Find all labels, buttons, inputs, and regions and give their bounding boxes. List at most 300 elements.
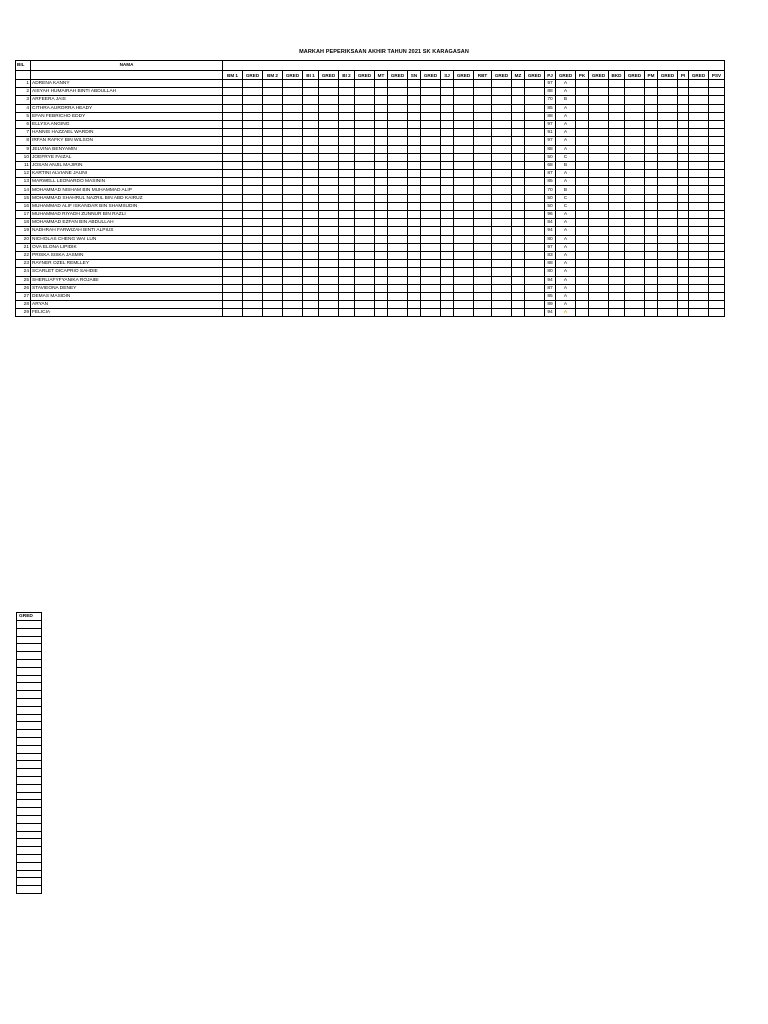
empty-mark-cell — [283, 137, 303, 145]
empty-mark-cell — [441, 276, 454, 284]
empty-mark-cell — [223, 243, 243, 251]
empty-mark-cell — [658, 202, 678, 210]
empty-mark-cell — [512, 120, 525, 128]
gred-cell — [17, 823, 42, 831]
pj-mark-cell: 70 — [545, 186, 556, 194]
empty-mark-cell — [263, 243, 283, 251]
empty-mark-cell — [339, 137, 355, 145]
empty-mark-cell — [678, 186, 689, 194]
table-row — [16, 96, 725, 104]
empty-mark-cell — [609, 219, 625, 227]
empty-mark-cell — [625, 170, 645, 178]
table-row — [16, 292, 725, 300]
empty-mark-cell — [709, 178, 725, 186]
empty-mark-cell — [441, 88, 454, 96]
empty-mark-cell — [645, 301, 658, 309]
gred-row — [17, 730, 42, 738]
nama-cell: MUHAMMAD RIYADH ZUNNUR BIN RAZLI — [31, 211, 223, 219]
gred-cell — [17, 659, 42, 667]
empty-mark-cell — [421, 276, 441, 284]
subject-header: PI — [678, 71, 689, 80]
empty-mark-cell — [658, 129, 678, 137]
empty-mark-cell — [474, 80, 492, 88]
empty-mark-cell — [492, 227, 512, 235]
header-row-2 — [16, 71, 725, 80]
gred-cell — [17, 621, 42, 629]
empty-mark-cell — [283, 309, 303, 317]
empty-mark-cell — [319, 88, 339, 96]
pj-gred-cell: A — [556, 309, 576, 317]
gred-cell — [17, 808, 42, 816]
empty-mark-cell — [441, 251, 454, 259]
empty-mark-cell — [678, 268, 689, 276]
empty-mark-cell — [658, 235, 678, 243]
gred-row — [17, 862, 42, 870]
empty-mark-cell — [441, 145, 454, 153]
header-row-1 — [16, 61, 725, 71]
pj-mark-cell: 84 — [545, 219, 556, 227]
pj-mark-cell: 87 — [545, 170, 556, 178]
nama-cell: JOSAN ANJIL MAJIRIN — [31, 161, 223, 169]
nama-cell: MARWELL LEONARDO MASININ — [31, 178, 223, 186]
empty-mark-cell — [576, 219, 589, 227]
empty-mark-cell — [355, 145, 375, 153]
gred-row — [17, 745, 42, 753]
empty-mark-cell — [263, 235, 283, 243]
table-row — [16, 219, 725, 227]
nama-cell: SHERLIAFYFYANIKA ROJAIBI — [31, 276, 223, 284]
empty-mark-cell — [474, 292, 492, 300]
empty-mark-cell — [388, 243, 408, 251]
empty-mark-cell — [223, 153, 243, 161]
empty-mark-cell — [355, 292, 375, 300]
gred-row — [17, 714, 42, 722]
empty-mark-cell — [421, 137, 441, 145]
empty-mark-cell — [525, 186, 545, 194]
empty-mark-cell — [474, 276, 492, 284]
empty-mark-cell — [678, 145, 689, 153]
empty-mark-cell — [339, 194, 355, 202]
empty-mark-cell — [512, 178, 525, 186]
empty-mark-cell — [454, 219, 474, 227]
table-row — [16, 235, 725, 243]
empty-mark-cell — [709, 227, 725, 235]
empty-mark-cell — [709, 235, 725, 243]
empty-mark-cell — [525, 153, 545, 161]
empty-mark-cell — [243, 227, 263, 235]
empty-mark-cell — [454, 80, 474, 88]
table-row — [16, 80, 725, 88]
subject-header: BKD — [609, 71, 625, 80]
pj-mark-cell: 97 — [545, 80, 556, 88]
empty-mark-cell — [283, 268, 303, 276]
table-row — [16, 227, 725, 235]
empty-mark-cell — [388, 137, 408, 145]
pj-mark-cell: 80 — [545, 235, 556, 243]
empty-mark-cell — [303, 301, 319, 309]
empty-mark-cell — [492, 194, 512, 202]
empty-mark-cell — [689, 112, 709, 120]
empty-mark-cell — [689, 104, 709, 112]
empty-mark-cell — [525, 161, 545, 169]
empty-mark-cell — [263, 309, 283, 317]
empty-mark-cell — [625, 80, 645, 88]
empty-mark-cell — [512, 88, 525, 96]
empty-mark-cell — [625, 227, 645, 235]
pj-gred-cell: A — [556, 137, 576, 145]
empty-mark-cell — [355, 80, 375, 88]
empty-mark-cell — [678, 88, 689, 96]
empty-mark-cell — [589, 153, 609, 161]
empty-mark-cell — [576, 235, 589, 243]
empty-mark-cell — [576, 309, 589, 317]
empty-mark-cell — [576, 80, 589, 88]
subject-header: GRED — [243, 71, 263, 80]
pj-mark-cell: 88 — [545, 145, 556, 153]
empty-mark-cell — [474, 153, 492, 161]
empty-mark-cell — [589, 170, 609, 178]
empty-mark-cell — [474, 112, 492, 120]
empty-mark-cell — [512, 104, 525, 112]
empty-mark-cell — [421, 227, 441, 235]
empty-mark-cell — [658, 276, 678, 284]
pj-gred-cell: B — [556, 161, 576, 169]
empty-mark-cell — [263, 202, 283, 210]
gred-row — [17, 854, 42, 862]
pj-mark-cell: 80 — [545, 268, 556, 276]
empty-mark-cell — [421, 301, 441, 309]
nama-cell: JELVINA BENYAMIN — [31, 145, 223, 153]
empty-mark-cell — [388, 153, 408, 161]
empty-mark-cell — [283, 202, 303, 210]
gred-row — [17, 737, 42, 745]
empty-mark-cell — [319, 194, 339, 202]
empty-mark-cell — [709, 276, 725, 284]
pj-mark-cell: 88 — [545, 112, 556, 120]
empty-mark-cell — [609, 292, 625, 300]
empty-mark-cell — [689, 145, 709, 153]
empty-mark-cell — [609, 301, 625, 309]
empty-mark-cell — [355, 153, 375, 161]
empty-mark-cell — [609, 170, 625, 178]
empty-mark-cell — [243, 301, 263, 309]
empty-mark-cell — [609, 161, 625, 169]
empty-mark-cell — [689, 170, 709, 178]
empty-mark-cell — [492, 170, 512, 178]
empty-mark-cell — [243, 137, 263, 145]
empty-mark-cell — [709, 219, 725, 227]
empty-mark-cell — [609, 243, 625, 251]
empty-mark-cell — [609, 80, 625, 88]
empty-mark-cell — [454, 243, 474, 251]
empty-mark-cell — [375, 88, 388, 96]
empty-mark-cell — [339, 88, 355, 96]
empty-mark-cell — [678, 178, 689, 186]
table-row — [16, 88, 725, 96]
empty-mark-cell — [375, 268, 388, 276]
gred-row — [17, 628, 42, 636]
empty-mark-cell — [243, 284, 263, 292]
bil-cell: 10 — [16, 153, 31, 161]
gred-cell — [17, 886, 42, 894]
empty-mark-cell — [589, 219, 609, 227]
empty-mark-cell — [283, 194, 303, 202]
empty-mark-cell — [658, 104, 678, 112]
empty-mark-cell — [283, 88, 303, 96]
empty-mark-cell — [576, 170, 589, 178]
empty-mark-cell — [388, 129, 408, 137]
empty-mark-cell — [243, 235, 263, 243]
empty-mark-cell — [283, 153, 303, 161]
empty-mark-cell — [303, 243, 319, 251]
empty-mark-cell — [474, 96, 492, 104]
empty-mark-cell — [454, 292, 474, 300]
empty-mark-cell — [609, 137, 625, 145]
empty-mark-cell — [689, 178, 709, 186]
empty-mark-cell — [709, 186, 725, 194]
bil-cell: 19 — [16, 227, 31, 235]
empty-mark-cell — [355, 202, 375, 210]
pj-mark-cell: 97 — [545, 120, 556, 128]
empty-mark-cell — [355, 88, 375, 96]
empty-mark-cell — [678, 96, 689, 104]
empty-mark-cell — [492, 202, 512, 210]
empty-mark-cell — [339, 227, 355, 235]
empty-mark-cell — [339, 260, 355, 268]
table-row — [16, 178, 725, 186]
nama-cell: NICHOLAS CHENG WAI LUN — [31, 235, 223, 243]
gred-row — [17, 698, 42, 706]
empty-mark-cell — [388, 194, 408, 202]
pj-gred-cell: A — [556, 88, 576, 96]
empty-mark-cell — [492, 251, 512, 259]
table-row — [16, 243, 725, 251]
empty-mark-cell — [492, 88, 512, 96]
nama-cell: SCARLET DICAPRIO SAHDIE — [31, 268, 223, 276]
empty-mark-cell — [454, 104, 474, 112]
empty-mark-cell — [375, 260, 388, 268]
empty-mark-cell — [609, 120, 625, 128]
empty-mark-cell — [339, 145, 355, 153]
empty-mark-cell — [454, 112, 474, 120]
empty-mark-cell — [375, 276, 388, 284]
empty-mark-cell — [408, 88, 421, 96]
empty-mark-cell — [589, 80, 609, 88]
empty-mark-cell — [283, 284, 303, 292]
empty-mark-cell — [689, 137, 709, 145]
empty-mark-cell — [263, 292, 283, 300]
empty-mark-cell — [709, 104, 725, 112]
pj-gred-cell: A — [556, 104, 576, 112]
table-row — [16, 104, 725, 112]
nama-cell: DEMAS MASIDIN — [31, 292, 223, 300]
empty-mark-cell — [441, 153, 454, 161]
empty-mark-cell — [689, 129, 709, 137]
empty-mark-cell — [525, 202, 545, 210]
empty-mark-cell — [525, 120, 545, 128]
empty-mark-cell — [645, 104, 658, 112]
empty-mark-cell — [375, 161, 388, 169]
empty-mark-cell — [576, 186, 589, 194]
empty-mark-cell — [283, 243, 303, 251]
empty-mark-cell — [678, 243, 689, 251]
empty-mark-cell — [525, 96, 545, 104]
gred-cell — [17, 706, 42, 714]
gred-row — [17, 792, 42, 800]
empty-mark-cell — [678, 309, 689, 317]
empty-mark-cell — [303, 194, 319, 202]
empty-mark-cell — [441, 161, 454, 169]
empty-mark-cell — [408, 284, 421, 292]
empty-mark-cell — [678, 120, 689, 128]
gred-cell — [17, 652, 42, 660]
pj-mark-cell: 91 — [545, 129, 556, 137]
gred-row — [17, 808, 42, 816]
empty-mark-cell — [243, 186, 263, 194]
subject-header: GRED — [388, 71, 408, 80]
table-row — [16, 202, 725, 210]
empty-mark-cell — [283, 251, 303, 259]
empty-mark-cell — [609, 202, 625, 210]
pj-gred-cell: C — [556, 153, 576, 161]
empty-mark-cell — [576, 120, 589, 128]
empty-mark-cell — [576, 227, 589, 235]
empty-mark-cell — [223, 260, 243, 268]
empty-mark-cell — [408, 227, 421, 235]
empty-mark-cell — [319, 276, 339, 284]
table-row — [16, 276, 725, 284]
bil-cell: 26 — [16, 284, 31, 292]
empty-mark-cell — [474, 104, 492, 112]
empty-mark-cell — [421, 260, 441, 268]
empty-mark-cell — [609, 284, 625, 292]
empty-mark-cell — [658, 178, 678, 186]
empty-mark-cell — [375, 235, 388, 243]
bil-cell: 16 — [16, 202, 31, 210]
empty-mark-cell — [303, 227, 319, 235]
empty-mark-cell — [263, 104, 283, 112]
empty-mark-cell — [645, 292, 658, 300]
pj-mark-cell: 97 — [545, 243, 556, 251]
empty-mark-cell — [658, 227, 678, 235]
pj-mark-cell: 88 — [545, 88, 556, 96]
empty-mark-cell — [421, 211, 441, 219]
empty-mark-cell — [689, 96, 709, 104]
empty-mark-cell — [243, 260, 263, 268]
empty-mark-cell — [525, 227, 545, 235]
empty-mark-cell — [689, 194, 709, 202]
empty-mark-cell — [474, 309, 492, 317]
empty-mark-cell — [454, 284, 474, 292]
empty-mark-cell — [223, 251, 243, 259]
empty-mark-cell — [589, 137, 609, 145]
gred-cell — [17, 792, 42, 800]
empty-mark-cell — [512, 186, 525, 194]
empty-mark-cell — [625, 112, 645, 120]
nama-cell: HANNIS HAZZAEL WARDIN — [31, 129, 223, 137]
empty-mark-cell — [355, 137, 375, 145]
gred-row — [17, 878, 42, 886]
empty-mark-cell — [223, 186, 243, 194]
gred-cell — [17, 636, 42, 644]
pj-gred-cell: A — [556, 145, 576, 153]
empty-mark-cell — [339, 292, 355, 300]
empty-mark-cell — [421, 219, 441, 227]
pj-gred-cell: A — [556, 178, 576, 186]
empty-mark-cell — [512, 235, 525, 243]
nama-cell: EFAN FEBRICHO EDDY — [31, 112, 223, 120]
empty-mark-cell — [689, 276, 709, 284]
empty-mark-cell — [355, 112, 375, 120]
gred-cell — [17, 870, 42, 878]
empty-mark-cell — [283, 145, 303, 153]
gred-row — [17, 675, 42, 683]
empty-mark-cell — [263, 153, 283, 161]
empty-mark-cell — [512, 219, 525, 227]
pj-mark-cell: 97 — [545, 137, 556, 145]
bil-cell: 28 — [16, 301, 31, 309]
empty-mark-cell — [512, 211, 525, 219]
empty-mark-cell — [388, 309, 408, 317]
empty-mark-cell — [441, 137, 454, 145]
empty-mark-cell — [388, 145, 408, 153]
empty-mark-cell — [645, 194, 658, 202]
empty-mark-cell — [512, 153, 525, 161]
empty-mark-cell — [492, 186, 512, 194]
gred-row — [17, 839, 42, 847]
empty-mark-cell — [303, 211, 319, 219]
bil-cell: 5 — [16, 112, 31, 120]
pj-gred-cell: A — [556, 235, 576, 243]
empty-mark-cell — [263, 194, 283, 202]
header-blank — [223, 61, 725, 71]
nama-cell: MOHAMMAD NISHAM BIN MUHAMMAD ALIP — [31, 186, 223, 194]
empty-mark-cell — [454, 137, 474, 145]
pj-gred-cell: B — [556, 186, 576, 194]
empty-mark-cell — [319, 309, 339, 317]
empty-mark-cell — [223, 112, 243, 120]
gred-row — [17, 753, 42, 761]
empty-mark-cell — [609, 153, 625, 161]
empty-mark-cell — [576, 251, 589, 259]
empty-mark-cell — [512, 276, 525, 284]
empty-mark-cell — [658, 301, 678, 309]
empty-mark-cell — [492, 260, 512, 268]
subject-header: SN — [408, 71, 421, 80]
empty-mark-cell — [408, 309, 421, 317]
nama-cell: ADRENA KANNY — [31, 80, 223, 88]
pj-mark-cell: 50 — [545, 194, 556, 202]
empty-mark-cell — [421, 284, 441, 292]
empty-mark-cell — [243, 219, 263, 227]
empty-mark-cell — [375, 211, 388, 219]
empty-mark-cell — [525, 235, 545, 243]
empty-mark-cell — [263, 178, 283, 186]
empty-mark-cell — [263, 260, 283, 268]
empty-mark-cell — [319, 260, 339, 268]
empty-mark-cell — [474, 120, 492, 128]
empty-mark-cell — [609, 104, 625, 112]
empty-mark-cell — [421, 170, 441, 178]
empty-mark-cell — [441, 219, 454, 227]
empty-mark-cell — [303, 80, 319, 88]
empty-mark-cell — [319, 243, 339, 251]
empty-mark-cell — [454, 235, 474, 243]
empty-mark-cell — [678, 211, 689, 219]
empty-mark-cell — [388, 186, 408, 194]
empty-mark-cell — [375, 243, 388, 251]
empty-mark-cell — [589, 96, 609, 104]
